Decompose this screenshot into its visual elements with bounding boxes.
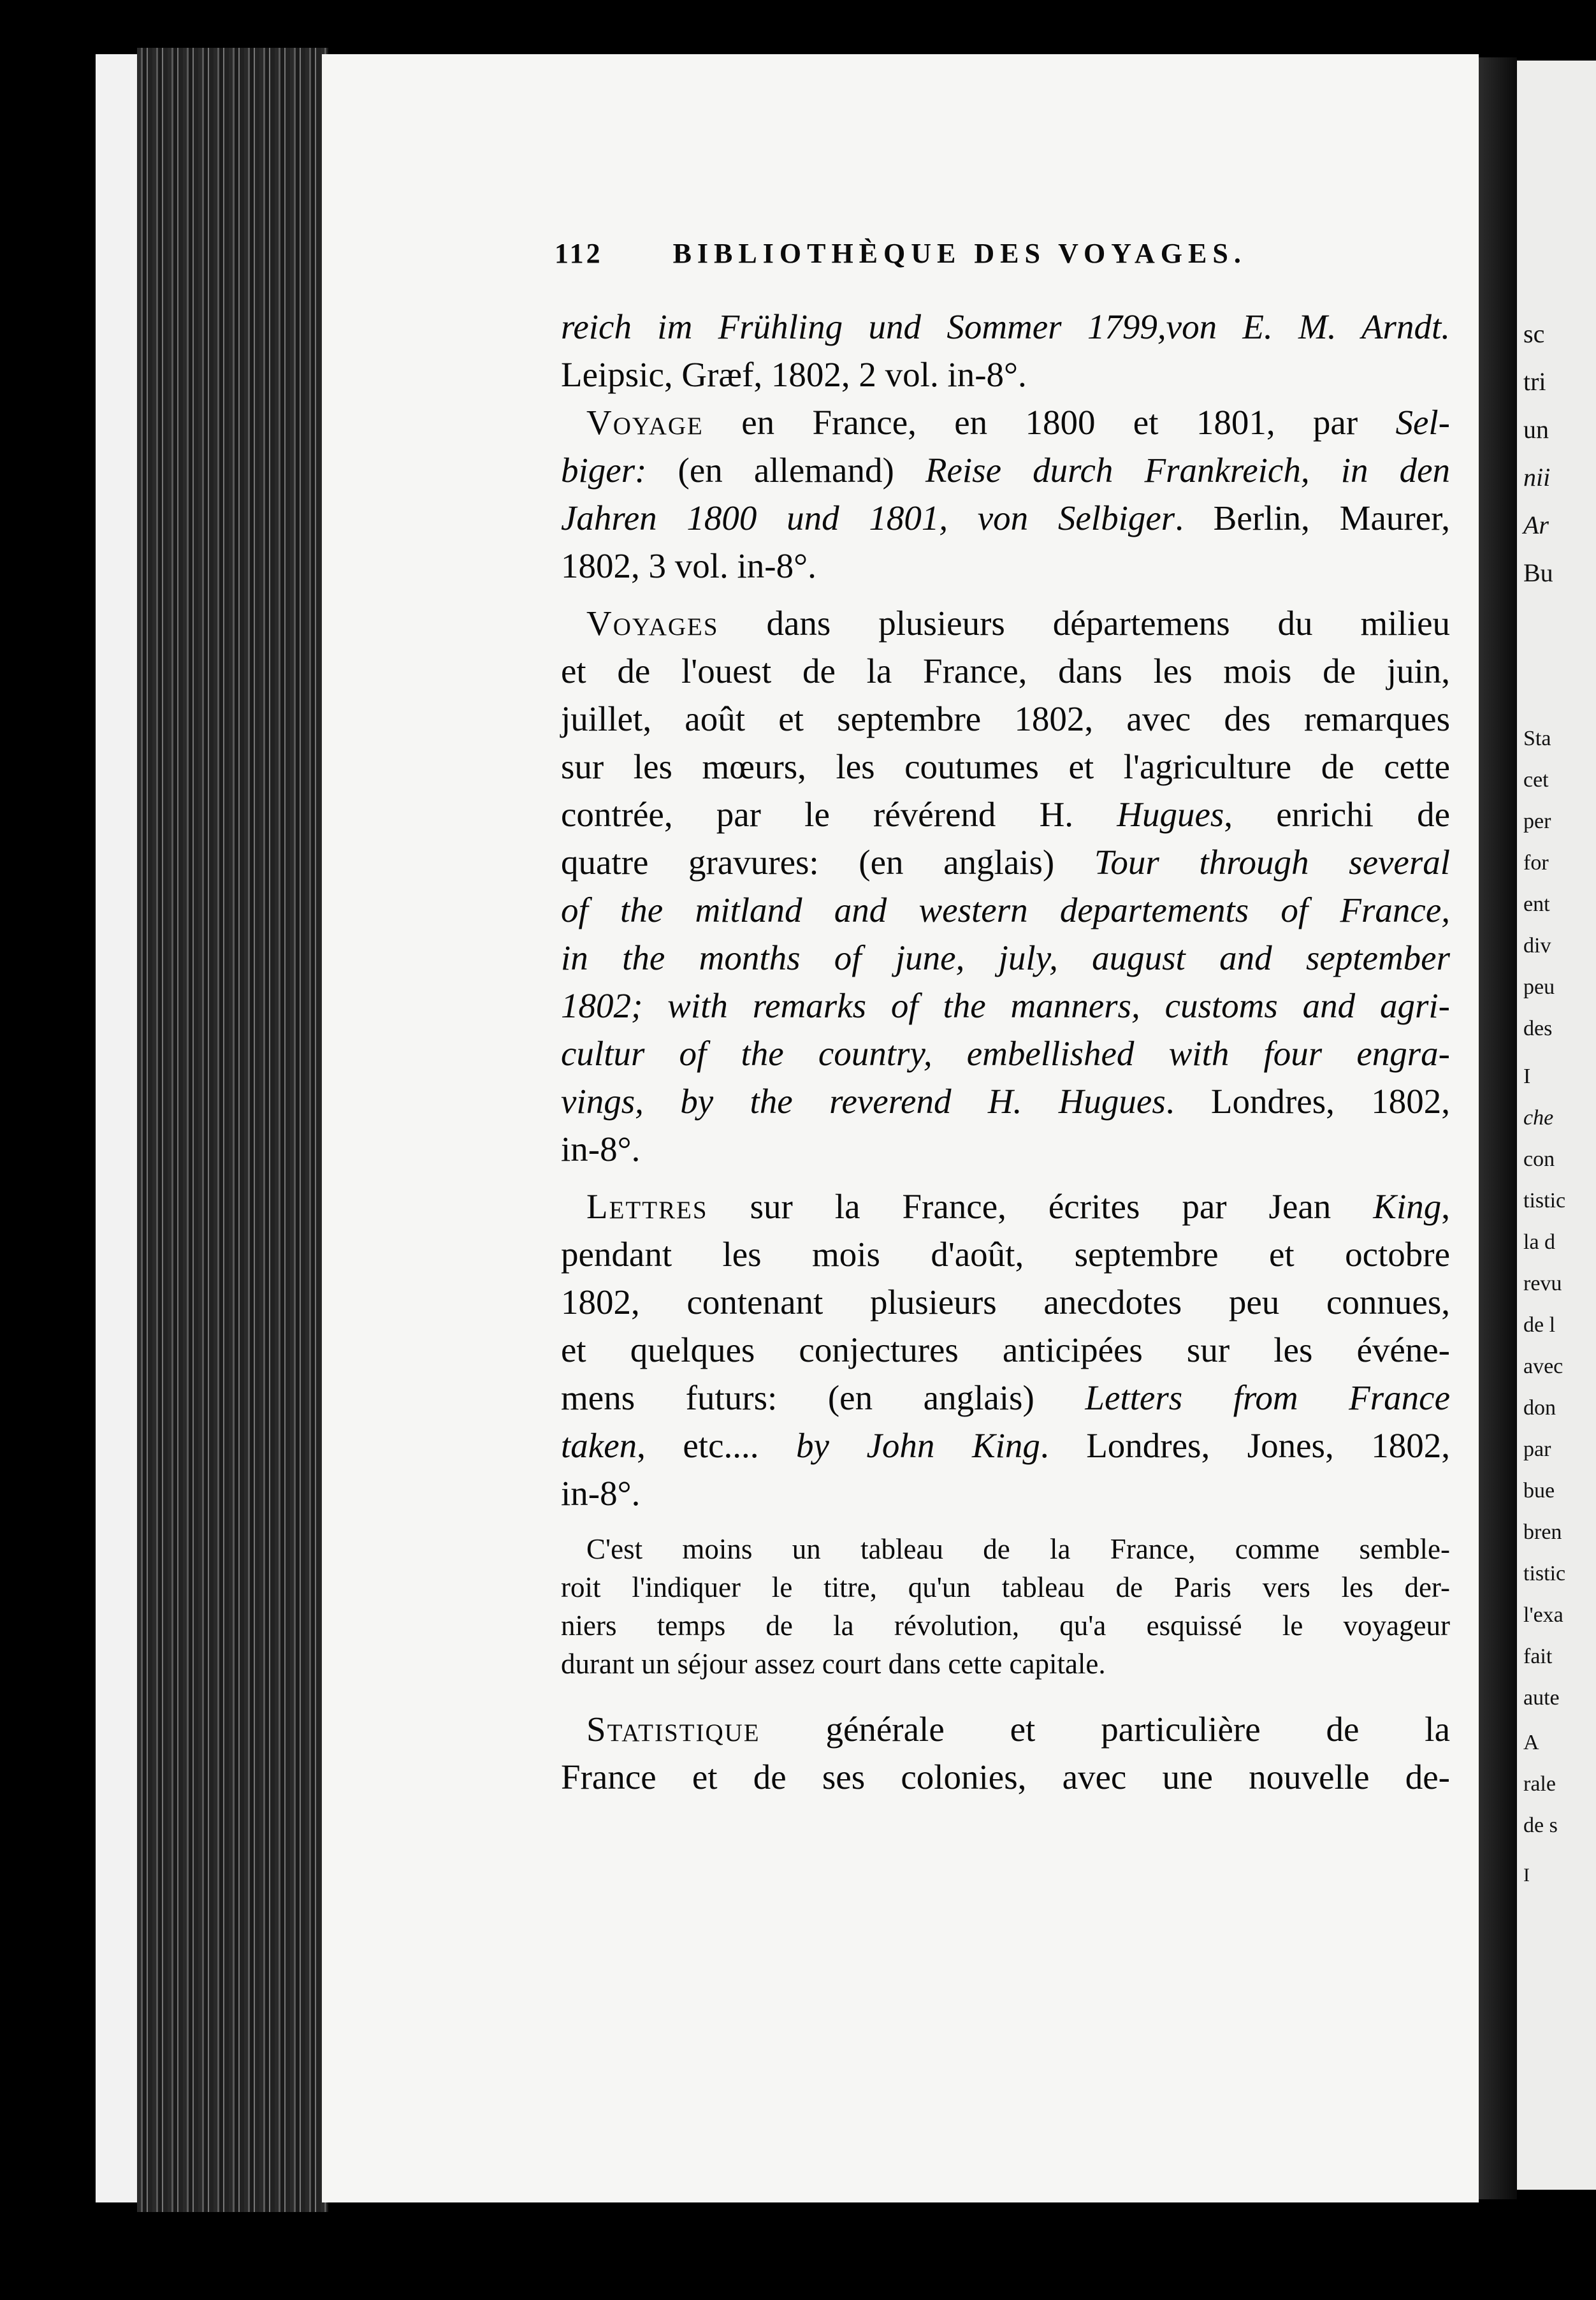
next-page-line: for <box>1523 851 1549 875</box>
next-page-line: tistic <box>1523 1189 1566 1212</box>
next-page-line: div <box>1523 934 1551 957</box>
next-page-line: des <box>1523 1017 1553 1040</box>
next-page-line: un <box>1523 415 1549 444</box>
text-line: Leipsic, Græf, 1802, 2 vol. in-8°. <box>561 355 1027 394</box>
text-line: of the mitland and western departements of France, <box>561 891 1450 929</box>
next-page-line: per <box>1523 810 1551 833</box>
next-page-line: I <box>1523 1065 1531 1088</box>
next-page-line: cet <box>1523 768 1549 792</box>
next-page-line: peu <box>1523 975 1555 999</box>
next-page-line: con <box>1523 1147 1555 1171</box>
next-page-line: bue <box>1523 1479 1555 1503</box>
next-page-line: tistic <box>1523 1562 1566 1585</box>
text-line: France et de ses colonies, avec une nouvelle de- <box>561 1758 1450 1796</box>
next-page-line: par <box>1523 1438 1551 1461</box>
text-line: contrée, par le révérend H. Hugues, enrichi de <box>561 795 1450 834</box>
text-line: 1802; with remarks of the manners, customs and agri- <box>561 986 1450 1025</box>
text-line: Voyages dans plusieurs départemens du milieu <box>586 604 1450 643</box>
next-page-line: tri <box>1523 367 1546 396</box>
text-line: sur les mœurs, les coutumes et l'agriculture de cette <box>561 747 1450 786</box>
text-line: 1802, 3 vol. in-8°. <box>561 546 816 585</box>
next-page-line: Bu <box>1523 558 1553 587</box>
book-binding-edge <box>137 48 328 2212</box>
next-page-line: Ar <box>1523 511 1549 539</box>
text-line: juillet, août et septembre 1802, avec des remarques <box>561 699 1450 738</box>
text-line: Lettres sur la France, écrites par Jean King, <box>586 1187 1450 1226</box>
next-page-line: rale <box>1523 1772 1556 1796</box>
text-line: quatre gravures: (en anglais) Tour through several <box>561 843 1450 882</box>
next-page-line: don <box>1523 1396 1556 1420</box>
next-page-fragment <box>1517 61 1596 2190</box>
next-page-line: bren <box>1523 1520 1562 1544</box>
next-page-line: de l <box>1523 1313 1556 1337</box>
next-page-line: che <box>1523 1106 1554 1130</box>
next-page-line: l'exa <box>1523 1603 1563 1627</box>
note-line: durant un séjour assez court dans cette capitale. <box>561 1648 1106 1680</box>
text-line: Voyage en France, en 1800 et 1801, par Sel- <box>586 403 1450 442</box>
next-page-line: avec <box>1523 1355 1563 1378</box>
text-line: pendant les mois d'août, septembre et octobre <box>561 1235 1450 1274</box>
text-line: in-8°. <box>561 1130 641 1168</box>
text-line: taken, etc.... by John King. Londres, Jones, 1802, <box>561 1426 1450 1465</box>
text-line: in-8°. <box>561 1474 641 1513</box>
next-page-line: de s <box>1523 1814 1558 1837</box>
text-line: mens futurs: (en anglais) Letters from France <box>561 1378 1450 1417</box>
next-page-line: nii <box>1523 463 1551 491</box>
next-page-line: la d <box>1523 1230 1556 1254</box>
text-line: cultur of the country, embellished with four engra- <box>561 1034 1450 1073</box>
next-page-line: ent <box>1523 892 1550 916</box>
text-line: in the months of june, july, august and september <box>561 938 1450 977</box>
page-number: 112 <box>555 238 603 269</box>
text-line: et quelques conjectures anticipées sur les événe- <box>561 1330 1450 1369</box>
next-page-line: A <box>1523 1731 1539 1754</box>
left-page-margin <box>96 54 140 2202</box>
next-page-line: fait <box>1523 1645 1553 1668</box>
text-line: Jahren 1800 und 1801, von Selbiger. Berlin, Maurer, <box>561 499 1450 537</box>
text-line: vings, by the reverend H. Hugues. Londres, 1802, <box>561 1082 1450 1121</box>
note-line: niers temps de la révolution, qu'a esquissé le voyageur <box>561 1610 1450 1641</box>
next-page-line: aute <box>1523 1686 1560 1710</box>
next-page-line: revu <box>1523 1272 1562 1295</box>
gutter-shadow <box>1479 57 1517 2199</box>
text-line: Statistique générale et particulière de la <box>586 1710 1450 1749</box>
running-header <box>555 237 1335 270</box>
text-line: reich im Frühling und Sommer 1799,von E. M. Arndt. <box>561 307 1450 346</box>
text-line: 1802, contenant plusieurs anecdotes peu connues, <box>561 1283 1450 1321</box>
running-title: BIBLIOTHÈQUE DES VOYAGES. <box>672 238 1247 269</box>
next-page-line: I <box>1523 1865 1530 1886</box>
next-page-line: sc <box>1523 319 1545 348</box>
text-line: et de l'ouest de la France, dans les mois de juin, <box>561 651 1450 690</box>
next-page-line: Sta <box>1523 727 1551 750</box>
note-line: roit l'indiquer le titre, qu'un tableau de Paris vers les der- <box>561 1571 1450 1603</box>
text-line: biger: (en allemand) Reise durch Frankreich, in den <box>561 451 1451 490</box>
note-line: C'est moins un tableau de la France, comme semble- <box>586 1533 1450 1565</box>
